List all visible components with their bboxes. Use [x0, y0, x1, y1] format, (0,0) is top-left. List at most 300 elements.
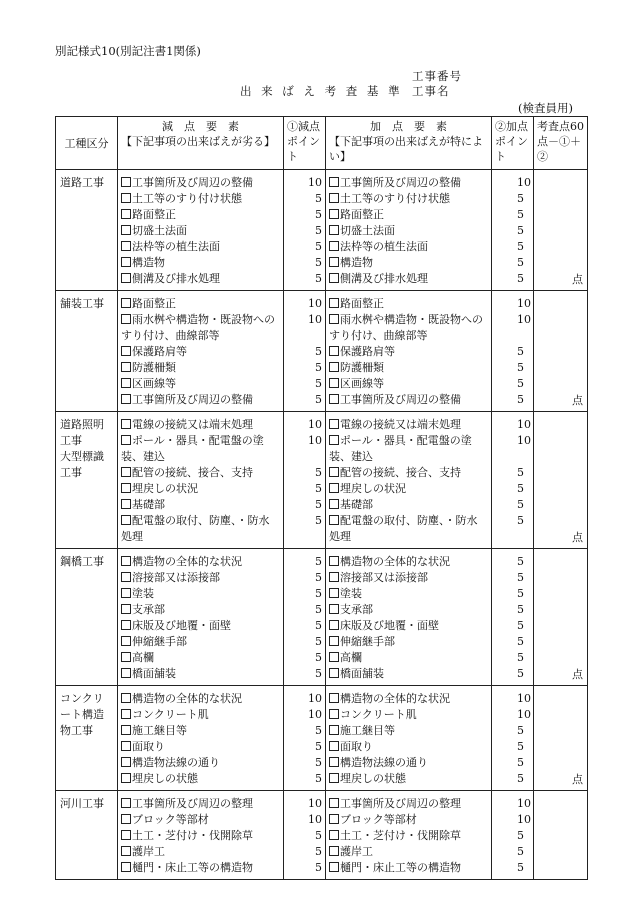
checkbox[interactable]: [121, 193, 131, 203]
score-cell: [534, 291, 588, 412]
item-text: 土工等のすり付け状態: [340, 192, 450, 205]
checkbox[interactable]: [329, 177, 339, 187]
add-point-value: 10: [517, 692, 531, 705]
add-item: [329, 392, 488, 408]
deduct-items-cell: [118, 549, 284, 686]
deduct-point-value: 5: [315, 829, 322, 842]
deduct-item: [121, 618, 280, 634]
category-label: 道路工事: [60, 176, 104, 189]
add-item: [329, 634, 488, 650]
checkbox[interactable]: [329, 773, 339, 783]
deduct-point-value: 5: [315, 224, 322, 237]
deduct-item: [121, 271, 280, 287]
item-text: 側溝及び排水処理: [132, 272, 220, 285]
checkbox[interactable]: [121, 556, 131, 566]
item-text: 面取り: [132, 740, 165, 753]
category-cell: [56, 291, 118, 412]
add-point-value: 5: [517, 208, 524, 221]
checkbox[interactable]: [121, 362, 131, 372]
checkbox[interactable]: [329, 604, 339, 614]
add-item: [329, 239, 488, 255]
checkbox[interactable]: [329, 273, 339, 283]
add-item: [329, 602, 488, 618]
deduct-point-value: 5: [315, 514, 322, 527]
checkbox[interactable]: [329, 241, 339, 251]
add-item: [329, 296, 488, 312]
add-point-value: 5: [517, 667, 524, 680]
item-text: 床版及び地覆・面壁: [132, 619, 231, 632]
checkbox[interactable]: [329, 483, 339, 493]
deduct-item: [121, 554, 280, 570]
checkbox[interactable]: [121, 588, 131, 598]
item-text: 構造物の全体的な状況: [132, 555, 242, 568]
deduct-point-value: 5: [315, 393, 322, 406]
deduct-point-value: 5: [315, 466, 322, 479]
checkbox[interactable]: [121, 830, 131, 840]
item-text: 路面整正: [132, 297, 176, 310]
deduct-items-cell: [118, 686, 284, 791]
add-points-cell: [492, 686, 534, 791]
checkbox[interactable]: [329, 257, 339, 267]
item-text: 橋面舗装: [132, 667, 176, 680]
deduct-point-value: 5: [315, 482, 322, 495]
item-text: 構造物: [132, 256, 165, 269]
checkbox[interactable]: [121, 668, 131, 678]
deduct-item: [121, 570, 280, 586]
item-text: 路面整正: [340, 297, 384, 310]
checkbox[interactable]: [121, 515, 131, 525]
add-point-value: 5: [517, 740, 524, 753]
item-text: 防護柵類: [132, 361, 176, 374]
header-deduct-points: ①減点ポイント: [284, 117, 326, 170]
add-point-value: 5: [517, 861, 524, 874]
deduct-item: [121, 296, 280, 312]
deduct-item: [121, 417, 280, 433]
table-row: [56, 291, 588, 412]
page-title: 出 来 ば え 考 査 基 準: [240, 84, 403, 98]
checkbox[interactable]: [121, 378, 131, 388]
item-text: 路面整正: [340, 208, 384, 221]
add-item: [329, 570, 488, 586]
checkbox[interactable]: [121, 394, 131, 404]
checkbox[interactable]: [329, 499, 339, 509]
deduct-point-value: 5: [315, 635, 322, 648]
table-row: [56, 170, 588, 291]
checkbox[interactable]: [329, 572, 339, 582]
deduct-items-cell: [118, 291, 284, 412]
add-item: [329, 465, 488, 481]
add-item: [329, 271, 488, 287]
checkbox[interactable]: [329, 636, 339, 646]
add-points-cell: [492, 291, 534, 412]
checkbox[interactable]: [329, 668, 339, 678]
add-item: [329, 666, 488, 682]
add-point-value: 5: [517, 603, 524, 616]
deduct-item: [121, 465, 280, 481]
deduct-item: [121, 497, 280, 513]
item-text: 電線の接続又は端末処理: [340, 418, 461, 431]
deduct-item: [121, 602, 280, 618]
item-text: 配電盤の取付、防塵、・防水処理: [329, 514, 478, 543]
item-text: 埋戻しの状態: [340, 772, 406, 785]
add-item: [329, 513, 488, 545]
add-item: [329, 650, 488, 666]
checkbox[interactable]: [121, 467, 131, 477]
checkbox[interactable]: [329, 515, 339, 525]
item-text: 保護路肩等: [340, 345, 395, 358]
deduct-point-value: 5: [315, 555, 322, 568]
item-text: 区画線等: [132, 377, 176, 390]
item-text: コンクリート肌: [132, 708, 209, 721]
category-label: 大型標識工事: [60, 450, 104, 479]
deduct-point-value: 5: [315, 603, 322, 616]
checkbox[interactable]: [329, 620, 339, 630]
deduct-point-value: 5: [315, 740, 322, 753]
add-point-value: 10: [517, 313, 531, 326]
add-point-value: 5: [517, 482, 524, 495]
checkbox[interactable]: [329, 394, 339, 404]
deduct-point-value: 10: [308, 434, 322, 447]
item-text: 構造物の全体的な状況: [132, 692, 242, 705]
checkbox[interactable]: [121, 757, 131, 767]
checkbox[interactable]: [329, 846, 339, 856]
deduct-item: [121, 586, 280, 602]
checkbox[interactable]: [121, 435, 131, 445]
checkbox[interactable]: [121, 620, 131, 630]
item-text: 切盛土法面: [340, 224, 395, 237]
item-text: 塗装: [132, 587, 154, 600]
add-item: [329, 586, 488, 602]
checkbox[interactable]: [329, 362, 339, 372]
deduct-points-cell: [284, 791, 326, 880]
add-point-value: 5: [517, 377, 524, 390]
add-item: [329, 707, 488, 723]
checkbox[interactable]: [121, 798, 131, 808]
add-point-value: 5: [517, 756, 524, 769]
add-point-value: 10: [517, 297, 531, 310]
deduct-point-value: 5: [315, 345, 322, 358]
deduct-point-value: 10: [308, 813, 322, 826]
item-text: 側溝及び排水処理: [340, 272, 428, 285]
deduct-points-cell: [284, 291, 326, 412]
checkbox[interactable]: [329, 209, 339, 219]
checkbox[interactable]: [329, 798, 339, 808]
add-item: [329, 360, 488, 376]
deduct-item: [121, 312, 280, 344]
deduct-item: [121, 707, 280, 723]
deduct-item: [121, 255, 280, 271]
item-text: 配管の接続、接合、支持: [340, 466, 461, 479]
checkbox[interactable]: [329, 314, 339, 324]
add-points-cell: [492, 791, 534, 880]
checkbox[interactable]: [121, 298, 131, 308]
checkbox[interactable]: [121, 652, 131, 662]
item-text: 工事箇所及び周辺の整理: [132, 797, 253, 810]
add-item: [329, 771, 488, 787]
deduct-point-value: 5: [315, 772, 322, 785]
checkbox[interactable]: [121, 241, 131, 251]
item-text: 護岸工: [132, 845, 165, 858]
checkbox[interactable]: [329, 757, 339, 767]
checkbox[interactable]: [329, 298, 339, 308]
add-item: [329, 376, 488, 392]
add-item: [329, 497, 488, 513]
add-items-cell: [326, 791, 492, 880]
checkbox[interactable]: [121, 499, 131, 509]
add-item: [329, 344, 488, 360]
deduct-point-value: 10: [308, 708, 322, 721]
deduct-item: [121, 860, 280, 876]
checkbox[interactable]: [121, 346, 131, 356]
checkbox[interactable]: [329, 193, 339, 203]
item-text: 配電盤の取付、防塵、・防水処理: [121, 514, 270, 543]
item-text: 区画線等: [340, 377, 384, 390]
checkbox[interactable]: [329, 652, 339, 662]
add-item: [329, 812, 488, 828]
deduct-point-value: 5: [315, 756, 322, 769]
item-text: 雨水桝や構造物・既設物へのすり付け、曲線部等: [329, 313, 483, 342]
deduct-point-value: 10: [308, 692, 322, 705]
score-unit: 点: [572, 773, 583, 786]
header-add-points: ②加点ポイント: [492, 117, 534, 170]
checkbox[interactable]: [121, 209, 131, 219]
deduct-item: [121, 844, 280, 860]
add-items-cell: [326, 170, 492, 291]
deduct-item: [121, 828, 280, 844]
checkbox[interactable]: [329, 378, 339, 388]
add-item: [329, 828, 488, 844]
score-cell: [534, 412, 588, 549]
add-point-value: 5: [517, 272, 524, 285]
item-text: 構造物法線の通り: [340, 756, 428, 769]
deduct-point-value: 5: [315, 208, 322, 221]
add-item: [329, 191, 488, 207]
score-cell: [534, 170, 588, 291]
checkbox[interactable]: [121, 725, 131, 735]
checkbox[interactable]: [121, 177, 131, 187]
checkbox[interactable]: [329, 556, 339, 566]
header-deduct-sub: 【下記事項の出来ばえが劣る】: [121, 135, 275, 148]
item-text: 土工・芝付け・伐開除草: [340, 829, 461, 842]
checkbox[interactable]: [329, 725, 339, 735]
item-text: ポール・器具・配電盤の塗装、建込: [329, 434, 472, 463]
item-text: 基礎部: [132, 498, 165, 511]
table-row: [56, 549, 588, 686]
deduct-item: [121, 755, 280, 771]
checkbox[interactable]: [121, 419, 131, 429]
deduct-point-value: 10: [308, 297, 322, 310]
header-add-sub: 【下記事項の出来ばえが特によい】: [329, 135, 483, 163]
deduct-item: [121, 223, 280, 239]
add-point-value: 5: [517, 224, 524, 237]
deduct-point-value: 5: [315, 845, 322, 858]
deduct-item: [121, 433, 280, 465]
checkbox[interactable]: [121, 814, 131, 824]
deduct-point-value: 5: [315, 240, 322, 253]
category-label: 舗装工事: [60, 297, 104, 310]
deduct-points-cell: [284, 170, 326, 291]
add-items-cell: [326, 291, 492, 412]
checkbox[interactable]: [329, 435, 339, 445]
deduct-items-cell: [118, 170, 284, 291]
checkbox[interactable]: [329, 467, 339, 477]
checkbox[interactable]: [121, 273, 131, 283]
item-text: 法枠等の植生法面: [340, 240, 428, 253]
item-text: 面取り: [340, 740, 373, 753]
inspector-note: (検査員用): [518, 101, 573, 115]
add-item: [329, 739, 488, 755]
add-item: [329, 860, 488, 876]
checkbox[interactable]: [121, 257, 131, 267]
item-text: 土工・芝付け・伐開除草: [132, 829, 253, 842]
item-text: 防護柵類: [340, 361, 384, 374]
add-item: [329, 207, 488, 223]
item-text: 床版及び地覆・面壁: [340, 619, 439, 632]
add-item: [329, 796, 488, 812]
add-points-cell: [492, 549, 534, 686]
checkbox[interactable]: [121, 636, 131, 646]
deduct-point-value: 5: [315, 667, 322, 680]
item-text: 埋戻しの状態: [132, 772, 198, 785]
deduct-point-value: 5: [315, 619, 322, 632]
item-text: 護岸工: [340, 845, 373, 858]
header-deduct-title: 減 点 要 素: [162, 120, 239, 133]
deduct-item: [121, 175, 280, 191]
checkbox[interactable]: [121, 709, 131, 719]
deduct-item: [121, 239, 280, 255]
item-text: 橋面舗装: [340, 667, 384, 680]
add-point-value: 5: [517, 555, 524, 568]
checkbox[interactable]: [121, 225, 131, 235]
item-text: ポール・器具・配電盤の塗装、建込: [121, 434, 264, 463]
add-item: [329, 433, 488, 465]
add-item: [329, 618, 488, 634]
checkbox[interactable]: [329, 709, 339, 719]
deduct-point-value: 10: [308, 313, 322, 326]
checkbox[interactable]: [329, 225, 339, 235]
add-item: [329, 723, 488, 739]
add-point-value: 5: [517, 192, 524, 205]
item-text: ブロック等部材: [132, 813, 209, 826]
deduct-point-value: 5: [315, 272, 322, 285]
item-text: 切盛土法面: [132, 224, 187, 237]
deduct-point-value: 5: [315, 192, 322, 205]
checkbox[interactable]: [329, 588, 339, 598]
item-text: 施工継目等: [340, 724, 395, 737]
add-item: [329, 312, 488, 344]
checkbox[interactable]: [121, 741, 131, 751]
checkbox[interactable]: [121, 572, 131, 582]
header-category: 工種区分: [56, 117, 118, 170]
item-text: 伸縮継手部: [340, 635, 395, 648]
deduct-item: [121, 666, 280, 682]
table-row: [56, 412, 588, 549]
checkbox[interactable]: [329, 830, 339, 840]
deduct-point-value: 5: [315, 571, 322, 584]
item-text: 路面整正: [132, 208, 176, 221]
item-text: 埋戻しの状況: [340, 482, 406, 495]
add-item: [329, 417, 488, 433]
add-item: [329, 255, 488, 271]
checkbox[interactable]: [329, 741, 339, 751]
deduct-points-cell: [284, 412, 326, 549]
item-text: 支承部: [340, 603, 373, 616]
header-add-title: 加 点 要 素: [370, 120, 447, 133]
category-label: 道路照明工事: [60, 418, 104, 447]
deduct-point-value: 5: [315, 651, 322, 664]
item-text: 工事箇所及び周辺の整理: [340, 797, 461, 810]
deduct-item: [121, 650, 280, 666]
deduct-point-value: 5: [315, 256, 322, 269]
add-points-cell: [492, 412, 534, 549]
checkbox[interactable]: [329, 693, 339, 703]
checkbox[interactable]: [121, 773, 131, 783]
add-point-value: 5: [517, 498, 524, 511]
checkbox[interactable]: [121, 693, 131, 703]
deduct-item: [121, 376, 280, 392]
inspection-table: [55, 116, 588, 880]
item-text: 保護路肩等: [132, 345, 187, 358]
deduct-item: [121, 360, 280, 376]
category-label: コンクリート構造物工事: [60, 692, 104, 737]
category-cell: [56, 549, 118, 686]
checkbox[interactable]: [329, 346, 339, 356]
item-text: 基礎部: [340, 498, 373, 511]
deduct-point-value: 5: [315, 724, 322, 737]
add-items-cell: [326, 412, 492, 549]
checkbox[interactable]: [329, 814, 339, 824]
table-row: [56, 791, 588, 880]
item-text: 雨水桝や構造物・既設物へのすり付け、曲線部等: [121, 313, 275, 342]
deduct-item: [121, 812, 280, 828]
deduct-item: [121, 739, 280, 755]
category-cell: [56, 791, 118, 880]
add-point-value: 10: [517, 708, 531, 721]
add-point-value: 10: [517, 434, 531, 447]
project-number-label: 工事番号: [412, 69, 462, 83]
project-name-label: 工事名: [412, 84, 450, 98]
add-point-value: 5: [517, 587, 524, 600]
add-item: [329, 691, 488, 707]
checkbox[interactable]: [121, 846, 131, 856]
deduct-item: [121, 771, 280, 787]
deduct-item: [121, 634, 280, 650]
checkbox[interactable]: [121, 862, 131, 872]
category-cell: [56, 686, 118, 791]
item-text: 工事箇所及び周辺の整備: [340, 176, 461, 189]
header-score: 考査点60点－①＋②: [534, 117, 588, 170]
header-deduct: [118, 117, 284, 170]
add-point-value: 5: [517, 635, 524, 648]
category-cell: [56, 412, 118, 549]
deduct-point-value: 5: [315, 361, 322, 374]
add-point-value: 5: [517, 514, 524, 527]
checkbox[interactable]: [329, 862, 339, 872]
add-point-value: 5: [517, 393, 524, 406]
checkbox[interactable]: [121, 483, 131, 493]
add-point-value: 5: [517, 466, 524, 479]
item-text: 高欄: [132, 651, 154, 664]
checkbox[interactable]: [329, 419, 339, 429]
deduct-items-cell: [118, 412, 284, 549]
item-text: 法枠等の植生法面: [132, 240, 220, 253]
header-add: [326, 117, 492, 170]
deduct-item: [121, 392, 280, 408]
checkbox[interactable]: [121, 604, 131, 614]
checkbox[interactable]: [121, 314, 131, 324]
deduct-items-cell: [118, 791, 284, 880]
item-text: 施工継目等: [132, 724, 187, 737]
